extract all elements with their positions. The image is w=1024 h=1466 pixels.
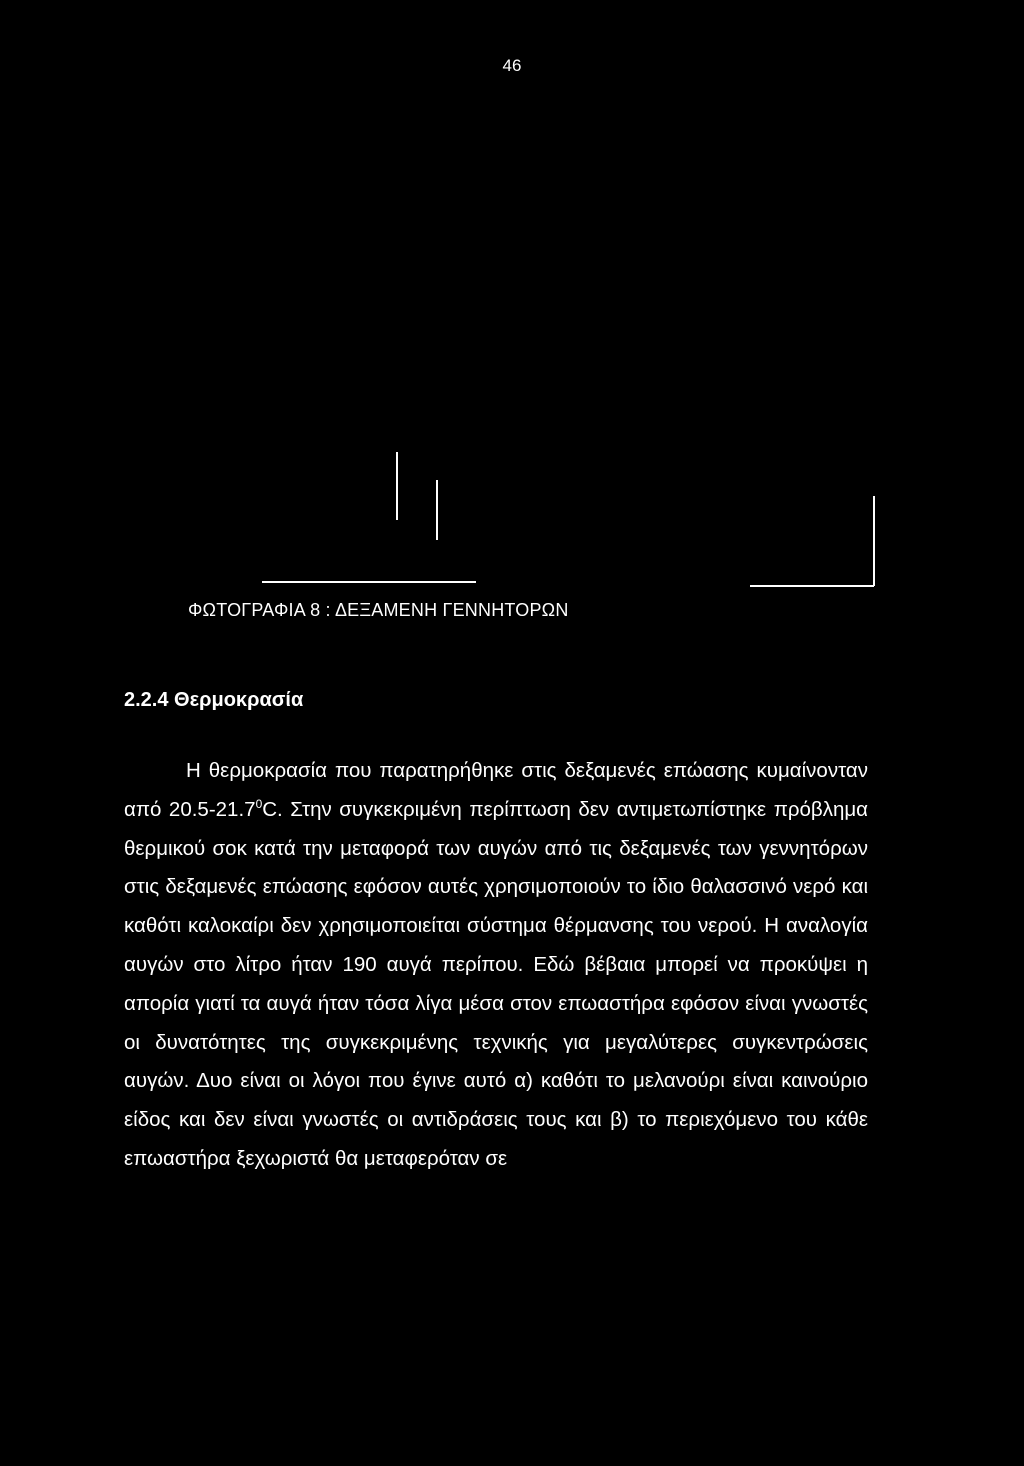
degree-superscript: 0 [255,796,263,811]
page-number: 46 [502,56,522,75]
paragraph-text-part1: Η θερμοκρασία που παρατηρήθηκε στις δεξαμενές επώασης κυμαίνονταν από 20.5-21.7 [124,759,868,821]
paragraph-text-part2: C. Στην συγκεκριμένη περίπτωση δεν αντιμετωπίστηκε πρόβλημα θερμικού σοκ κατά την μεταφορά των αυγών από τις δεξαμενές των γεννητόρων στις δεξαμενές επώασης εφόσον αυτές χρησιμοποιούν το ίδιο θαλασσινό νερό και καθότι καλοκαίρι δεν χρησιμοποιείται σύστημα θέρμανσης του νερού. Η αναλογία αυγών στο λίτρο ήταν 190 αυγά περίπου. Εδώ βέβαια μπορεί να προκύψει η απορία γιατί τα αυγά ήταν τόσα λίγα μέσα στον επωαστήρα εφόσον είναι γνωστές οι δυνατότητες της συγκεκριμένης τεχνικής για μεγαλύτερες συγκεντρώσεις αυγών. Δυο είναι οι λόγοι που έγινε αυτό α) καθότι το μελανούρι είναι καινούριο είδος και δεν είναι γνωστές οι αντιδράσεις τους και β) το περιεχόμενο του κάθε επωαστήρα ξεχωριστά θα μεταφερόταν σε [124,797,869,1170]
photo-remnant-lines [0,0,1024,600]
body-paragraph [124,752,868,1179]
photo-caption: ΦΩΤΟΓΡΑΦΙΑ 8 : ΔΕΞΑΜΕΝΗ ΓΕΝΝΗΤΟΡΩΝ [188,600,569,620]
section-heading: 2.2.4 Θερμοκρασία [124,689,304,711]
